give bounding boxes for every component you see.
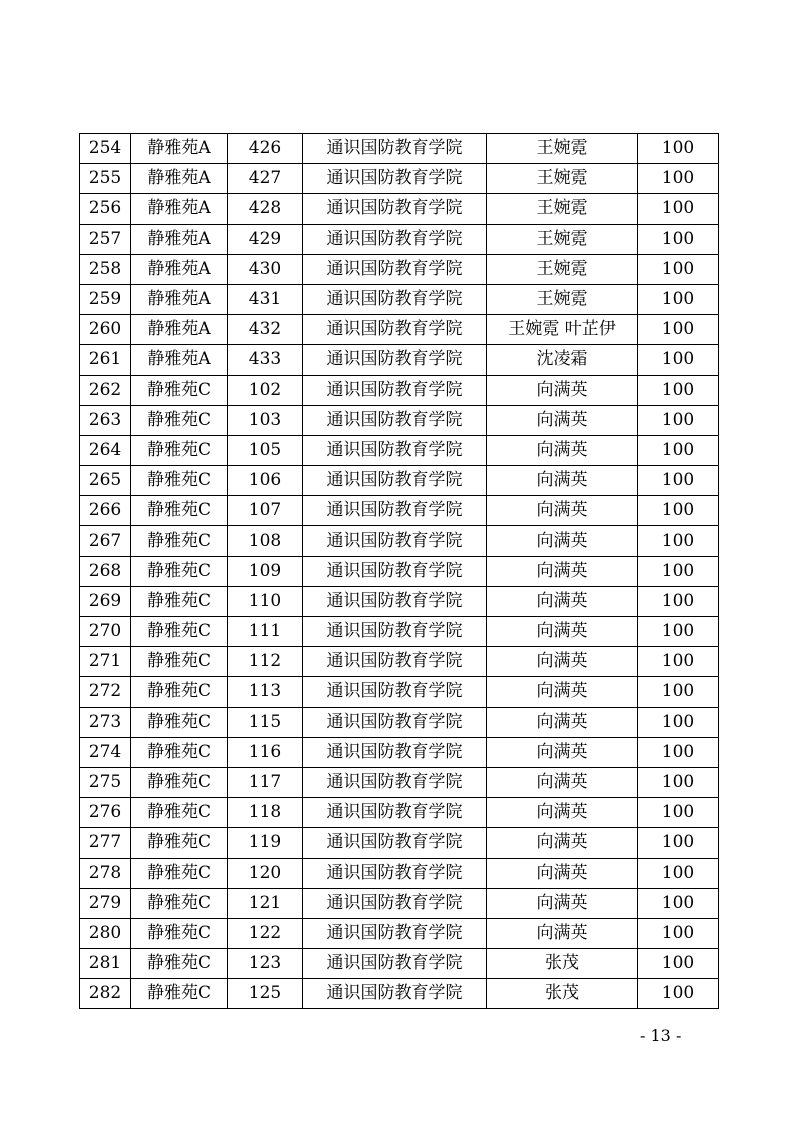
table-row (80, 798, 719, 828)
room-cell: 115 (228, 707, 303, 737)
room-cell: 123 (228, 949, 303, 979)
building-cell: 静雅苑A (131, 134, 228, 164)
table-row (80, 767, 719, 797)
room-cell: 116 (228, 737, 303, 767)
room-cell: 118 (228, 798, 303, 828)
room-cell: 102 (228, 375, 303, 405)
score-cell: 100 (638, 767, 719, 797)
row-number-cell: 255 (80, 164, 131, 194)
score-cell: 100 (638, 858, 719, 888)
table-row (80, 466, 719, 496)
table-row (80, 315, 719, 345)
row-number-cell: 262 (80, 375, 131, 405)
building-cell: 静雅苑A (131, 315, 228, 345)
score-cell: 100 (638, 586, 719, 616)
room-cell: 110 (228, 586, 303, 616)
row-number-cell: 259 (80, 284, 131, 314)
score-cell: 100 (638, 345, 719, 375)
building-cell: 静雅苑C (131, 798, 228, 828)
room-cell: 426 (228, 134, 303, 164)
room-cell: 430 (228, 254, 303, 284)
college-cell: 通识国防教育学院 (303, 767, 487, 797)
building-cell: 静雅苑A (131, 254, 228, 284)
building-cell: 静雅苑C (131, 435, 228, 465)
name-cell: 向满英 (487, 647, 638, 677)
row-number-cell: 280 (80, 918, 131, 948)
building-cell: 静雅苑A (131, 224, 228, 254)
room-cell: 427 (228, 164, 303, 194)
building-cell: 静雅苑C (131, 949, 228, 979)
name-cell: 向满英 (487, 466, 638, 496)
row-number-cell: 260 (80, 315, 131, 345)
row-number-cell: 263 (80, 405, 131, 435)
row-number-cell: 276 (80, 798, 131, 828)
name-cell: 张茂 (487, 979, 638, 1009)
name-cell: 王婉霓 (487, 164, 638, 194)
row-number-cell: 271 (80, 647, 131, 677)
dormitory-score-table (79, 133, 719, 1009)
name-cell: 向满英 (487, 858, 638, 888)
name-cell: 向满英 (487, 617, 638, 647)
building-cell: 静雅苑A (131, 284, 228, 314)
table-row (80, 435, 719, 465)
college-cell: 通识国防教育学院 (303, 949, 487, 979)
college-cell: 通识国防教育学院 (303, 737, 487, 767)
building-cell: 静雅苑C (131, 707, 228, 737)
table-row (80, 134, 719, 164)
college-cell: 通识国防教育学院 (303, 526, 487, 556)
room-cell: 111 (228, 617, 303, 647)
college-cell: 通识国防教育学院 (303, 134, 487, 164)
name-cell: 向满英 (487, 586, 638, 616)
score-cell: 100 (638, 556, 719, 586)
row-number-cell: 264 (80, 435, 131, 465)
score-cell: 100 (638, 677, 719, 707)
college-cell: 通识国防教育学院 (303, 466, 487, 496)
row-number-cell: 257 (80, 224, 131, 254)
room-cell: 105 (228, 435, 303, 465)
row-number-cell: 273 (80, 707, 131, 737)
name-cell: 向满英 (487, 405, 638, 435)
row-number-cell: 258 (80, 254, 131, 284)
college-cell: 通识国防教育学院 (303, 617, 487, 647)
table-row (80, 586, 719, 616)
building-cell: 静雅苑C (131, 737, 228, 767)
college-cell: 通识国防教育学院 (303, 315, 487, 345)
name-cell: 王婉霓 (487, 284, 638, 314)
room-cell: 122 (228, 918, 303, 948)
name-cell: 向满英 (487, 556, 638, 586)
row-number-cell: 281 (80, 949, 131, 979)
score-cell: 100 (638, 375, 719, 405)
table-row (80, 888, 719, 918)
table-row (80, 949, 719, 979)
table-row (80, 164, 719, 194)
college-cell: 通识国防教育学院 (303, 405, 487, 435)
score-cell: 100 (638, 526, 719, 556)
building-cell: 静雅苑C (131, 375, 228, 405)
table-row (80, 405, 719, 435)
table-row (80, 918, 719, 948)
college-cell: 通识国防教育学院 (303, 345, 487, 375)
score-cell: 100 (638, 315, 719, 345)
table-row (80, 254, 719, 284)
building-cell: 静雅苑C (131, 526, 228, 556)
row-number-cell: 254 (80, 134, 131, 164)
college-cell: 通识国防教育学院 (303, 435, 487, 465)
name-cell: 向满英 (487, 526, 638, 556)
row-number-cell: 274 (80, 737, 131, 767)
building-cell: 静雅苑A (131, 164, 228, 194)
row-number-cell: 279 (80, 888, 131, 918)
table-row (80, 496, 719, 526)
table-row (80, 617, 719, 647)
table-row (80, 284, 719, 314)
table-row (80, 828, 719, 858)
row-number-cell: 268 (80, 556, 131, 586)
name-cell: 向满英 (487, 888, 638, 918)
name-cell: 沈凌霜 (487, 345, 638, 375)
score-cell: 100 (638, 888, 719, 918)
building-cell: 静雅苑C (131, 767, 228, 797)
score-cell: 100 (638, 798, 719, 828)
name-cell: 王婉霓 叶芷伊 (487, 315, 638, 345)
room-cell: 103 (228, 405, 303, 435)
row-number-cell: 256 (80, 194, 131, 224)
row-number-cell: 261 (80, 345, 131, 375)
table-row (80, 979, 719, 1009)
score-cell: 100 (638, 466, 719, 496)
row-number-cell: 278 (80, 858, 131, 888)
score-cell: 100 (638, 405, 719, 435)
table-row (80, 556, 719, 586)
building-cell: 静雅苑C (131, 888, 228, 918)
table-row (80, 858, 719, 888)
college-cell: 通识国防教育学院 (303, 224, 487, 254)
room-cell: 121 (228, 888, 303, 918)
building-cell: 静雅苑C (131, 466, 228, 496)
building-cell: 静雅苑C (131, 858, 228, 888)
row-number-cell: 272 (80, 677, 131, 707)
college-cell: 通识国防教育学院 (303, 586, 487, 616)
table-row (80, 526, 719, 556)
college-cell: 通识国防教育学院 (303, 556, 487, 586)
college-cell: 通识国防教育学院 (303, 254, 487, 284)
score-cell: 100 (638, 918, 719, 948)
building-cell: 静雅苑C (131, 828, 228, 858)
building-cell: 静雅苑C (131, 586, 228, 616)
building-cell: 静雅苑C (131, 617, 228, 647)
row-number-cell: 270 (80, 617, 131, 647)
college-cell: 通识国防教育学院 (303, 828, 487, 858)
table-row (80, 194, 719, 224)
name-cell: 向满英 (487, 918, 638, 948)
name-cell: 向满英 (487, 707, 638, 737)
table-row (80, 647, 719, 677)
room-cell: 433 (228, 345, 303, 375)
name-cell: 向满英 (487, 435, 638, 465)
room-cell: 120 (228, 858, 303, 888)
table-body (80, 134, 719, 1009)
room-cell: 113 (228, 677, 303, 707)
name-cell: 向满英 (487, 375, 638, 405)
score-cell: 100 (638, 435, 719, 465)
name-cell: 向满英 (487, 828, 638, 858)
row-number-cell: 269 (80, 586, 131, 616)
college-cell: 通识国防教育学院 (303, 888, 487, 918)
score-cell: 100 (638, 194, 719, 224)
score-cell: 100 (638, 949, 719, 979)
room-cell: 109 (228, 556, 303, 586)
row-number-cell: 275 (80, 767, 131, 797)
college-cell: 通识国防教育学院 (303, 496, 487, 526)
name-cell: 张茂 (487, 949, 638, 979)
building-cell: 静雅苑C (131, 496, 228, 526)
row-number-cell: 277 (80, 828, 131, 858)
score-cell: 100 (638, 224, 719, 254)
score-cell: 100 (638, 164, 719, 194)
score-cell: 100 (638, 737, 719, 767)
score-cell: 100 (638, 284, 719, 314)
row-number-cell: 282 (80, 979, 131, 1009)
score-cell: 100 (638, 707, 719, 737)
name-cell: 王婉霓 (487, 134, 638, 164)
college-cell: 通识国防教育学院 (303, 647, 487, 677)
building-cell: 静雅苑A (131, 345, 228, 375)
row-number-cell: 266 (80, 496, 131, 526)
score-cell: 100 (638, 828, 719, 858)
college-cell: 通识国防教育学院 (303, 979, 487, 1009)
table-row (80, 677, 719, 707)
college-cell: 通识国防教育学院 (303, 194, 487, 224)
score-cell: 100 (638, 254, 719, 284)
table-row (80, 737, 719, 767)
room-cell: 431 (228, 284, 303, 314)
room-cell: 106 (228, 466, 303, 496)
name-cell: 王婉霓 (487, 254, 638, 284)
college-cell: 通识国防教育学院 (303, 375, 487, 405)
table-row (80, 707, 719, 737)
college-cell: 通识国防教育学院 (303, 707, 487, 737)
page-number: - 13 - (640, 1026, 682, 1045)
room-cell: 119 (228, 828, 303, 858)
room-cell: 108 (228, 526, 303, 556)
room-cell: 125 (228, 979, 303, 1009)
row-number-cell: 267 (80, 526, 131, 556)
building-cell: 静雅苑C (131, 405, 228, 435)
row-number-cell: 265 (80, 466, 131, 496)
room-cell: 112 (228, 647, 303, 677)
building-cell: 静雅苑A (131, 194, 228, 224)
college-cell: 通识国防教育学院 (303, 284, 487, 314)
college-cell: 通识国防教育学院 (303, 677, 487, 707)
score-cell: 100 (638, 617, 719, 647)
table-row (80, 375, 719, 405)
college-cell: 通识国防教育学院 (303, 858, 487, 888)
college-cell: 通识国防教育学院 (303, 164, 487, 194)
score-cell: 100 (638, 496, 719, 526)
room-cell: 117 (228, 767, 303, 797)
table-row (80, 224, 719, 254)
building-cell: 静雅苑C (131, 556, 228, 586)
building-cell: 静雅苑C (131, 918, 228, 948)
name-cell: 向满英 (487, 737, 638, 767)
name-cell: 向满英 (487, 767, 638, 797)
name-cell: 向满英 (487, 677, 638, 707)
building-cell: 静雅苑C (131, 647, 228, 677)
building-cell: 静雅苑C (131, 677, 228, 707)
table-row (80, 345, 719, 375)
score-cell: 100 (638, 647, 719, 677)
room-cell: 429 (228, 224, 303, 254)
name-cell: 王婉霓 (487, 224, 638, 254)
name-cell: 向满英 (487, 496, 638, 526)
score-cell: 100 (638, 979, 719, 1009)
name-cell: 向满英 (487, 798, 638, 828)
name-cell: 王婉霓 (487, 194, 638, 224)
building-cell: 静雅苑C (131, 979, 228, 1009)
room-cell: 432 (228, 315, 303, 345)
room-cell: 428 (228, 194, 303, 224)
college-cell: 通识国防教育学院 (303, 798, 487, 828)
college-cell: 通识国防教育学院 (303, 918, 487, 948)
room-cell: 107 (228, 496, 303, 526)
score-cell: 100 (638, 134, 719, 164)
